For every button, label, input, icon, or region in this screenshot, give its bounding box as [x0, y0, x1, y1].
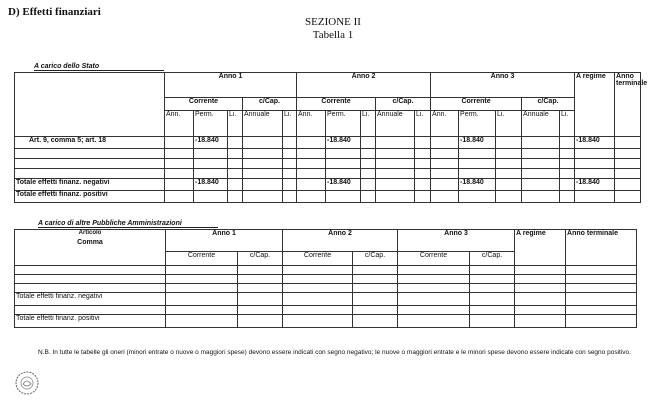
- table-row: [15, 169, 641, 179]
- table-row: [15, 275, 637, 284]
- table2-year-3: Anno 3: [398, 230, 515, 252]
- table2-total-positive: Totale effetti finanz. positivi: [15, 315, 166, 328]
- table1-sub-ann: Ann.: [165, 111, 194, 137]
- table2-year-2: Anno 2: [283, 230, 398, 252]
- table1-sub-li: Li.: [560, 111, 575, 137]
- table2-comma: Comma: [77, 239, 103, 246]
- table-row: [15, 293, 637, 306]
- table1-sub-annuale: Annuale: [522, 111, 560, 137]
- stamp-seal-icon: [14, 370, 40, 396]
- table-row: [15, 137, 641, 149]
- table1-corrente-2: Corrente: [297, 98, 376, 111]
- table1-year-1: Anno 1: [165, 73, 297, 98]
- table2-total-negative: Totale effetti finanz. negativi: [15, 293, 166, 306]
- table1-row-label: Art. 9, comma 5; art. 18: [15, 137, 165, 149]
- table-row: [15, 191, 641, 203]
- table1-sub-ann: Ann.: [431, 111, 459, 137]
- table-row: [15, 306, 637, 315]
- table1-ccap-1: c/Cap.: [243, 98, 297, 111]
- section-name: SEZIONE II: [305, 16, 361, 28]
- table1-sub-li: Li.: [415, 111, 431, 137]
- table2-ccap: c/Cap.: [238, 252, 283, 266]
- table-row: [15, 284, 637, 293]
- table1-sub-ann: Ann.: [297, 111, 326, 137]
- footnote: N.B. In tutte le tabelle gli oneri (minori entrate o nuove o maggiori spese) devono essere indicati con segno negativo; le nuove o maggiori entrate e le minori spese devono essere indicate con segno positivo.: [38, 349, 631, 356]
- table1-value: -18.840: [194, 179, 228, 191]
- table-row: [15, 266, 637, 275]
- table2-year-1: Anno 1: [166, 230, 283, 252]
- section-title: [0, 16, 666, 42]
- table-row: [15, 149, 641, 159]
- table2: [14, 229, 637, 328]
- table2-corrente: Corrente: [283, 252, 353, 266]
- table1-value: -18.840: [575, 137, 615, 149]
- table1-total-negative: Totale effetti finanz. negativi: [15, 179, 165, 191]
- table1-sub-perm: Perm.: [326, 111, 361, 137]
- table1-year-3: Anno 3: [431, 73, 575, 98]
- table2-ccap: c/Cap.: [353, 252, 398, 266]
- table1-value: -18.840: [575, 179, 615, 191]
- table2-caption: A carico di altre Pubbliche Amministrazioni: [38, 220, 218, 228]
- table1-sub-perm: Perm.: [459, 111, 496, 137]
- table2-a-regime: A regime: [515, 230, 566, 266]
- table2-corrente: Corrente: [166, 252, 238, 266]
- table1-sub-li: Li.: [361, 111, 376, 137]
- table1-value: -18.840: [459, 137, 496, 149]
- table1-year-2: Anno 2: [297, 73, 431, 98]
- table1-sub-annuale: Annuale: [243, 111, 283, 137]
- table2-articolo-comma: [15, 230, 166, 266]
- table1-ccap-2: c/Cap.: [376, 98, 431, 111]
- heading: D) Effetti finanziari: [8, 6, 101, 18]
- table1-sub-annuale: Annuale: [376, 111, 415, 137]
- table1-value: -18.840: [326, 179, 361, 191]
- table2-articolo: Articolo: [78, 230, 102, 236]
- table1-corrente-1: Corrente: [165, 98, 243, 111]
- table1-anno-terminale: Anno terminale: [615, 73, 641, 137]
- table2-ccap: c/Cap.: [470, 252, 515, 266]
- table1: [14, 72, 648, 203]
- table-row: [15, 315, 637, 328]
- table1-header-blank: [15, 73, 165, 137]
- table1-sub-li: Li.: [496, 111, 522, 137]
- table2-anno-terminale: Anno terminale: [566, 230, 637, 266]
- table1-value: -18.840: [326, 137, 361, 149]
- table1-sub-li: Li.: [228, 111, 243, 137]
- table1-a-regime: A regime: [575, 73, 615, 137]
- table1-value: -18.840: [459, 179, 496, 191]
- table-row: [15, 179, 641, 191]
- table2-corrente: Corrente: [398, 252, 470, 266]
- table1-corrente-3: Corrente: [431, 98, 522, 111]
- table1-ccap-3: c/Cap.: [522, 98, 575, 111]
- table1-total-positive: Totale effetti finanz. positivi: [15, 191, 165, 203]
- table1-sub-li: Li.: [283, 111, 297, 137]
- table-row: [15, 159, 641, 169]
- table-number: Tabella 1: [312, 29, 354, 41]
- table1-value: -18.840: [194, 137, 228, 149]
- table1-sub-perm: Perm.: [194, 111, 228, 137]
- table1-caption: A carico dello Stato: [34, 63, 164, 71]
